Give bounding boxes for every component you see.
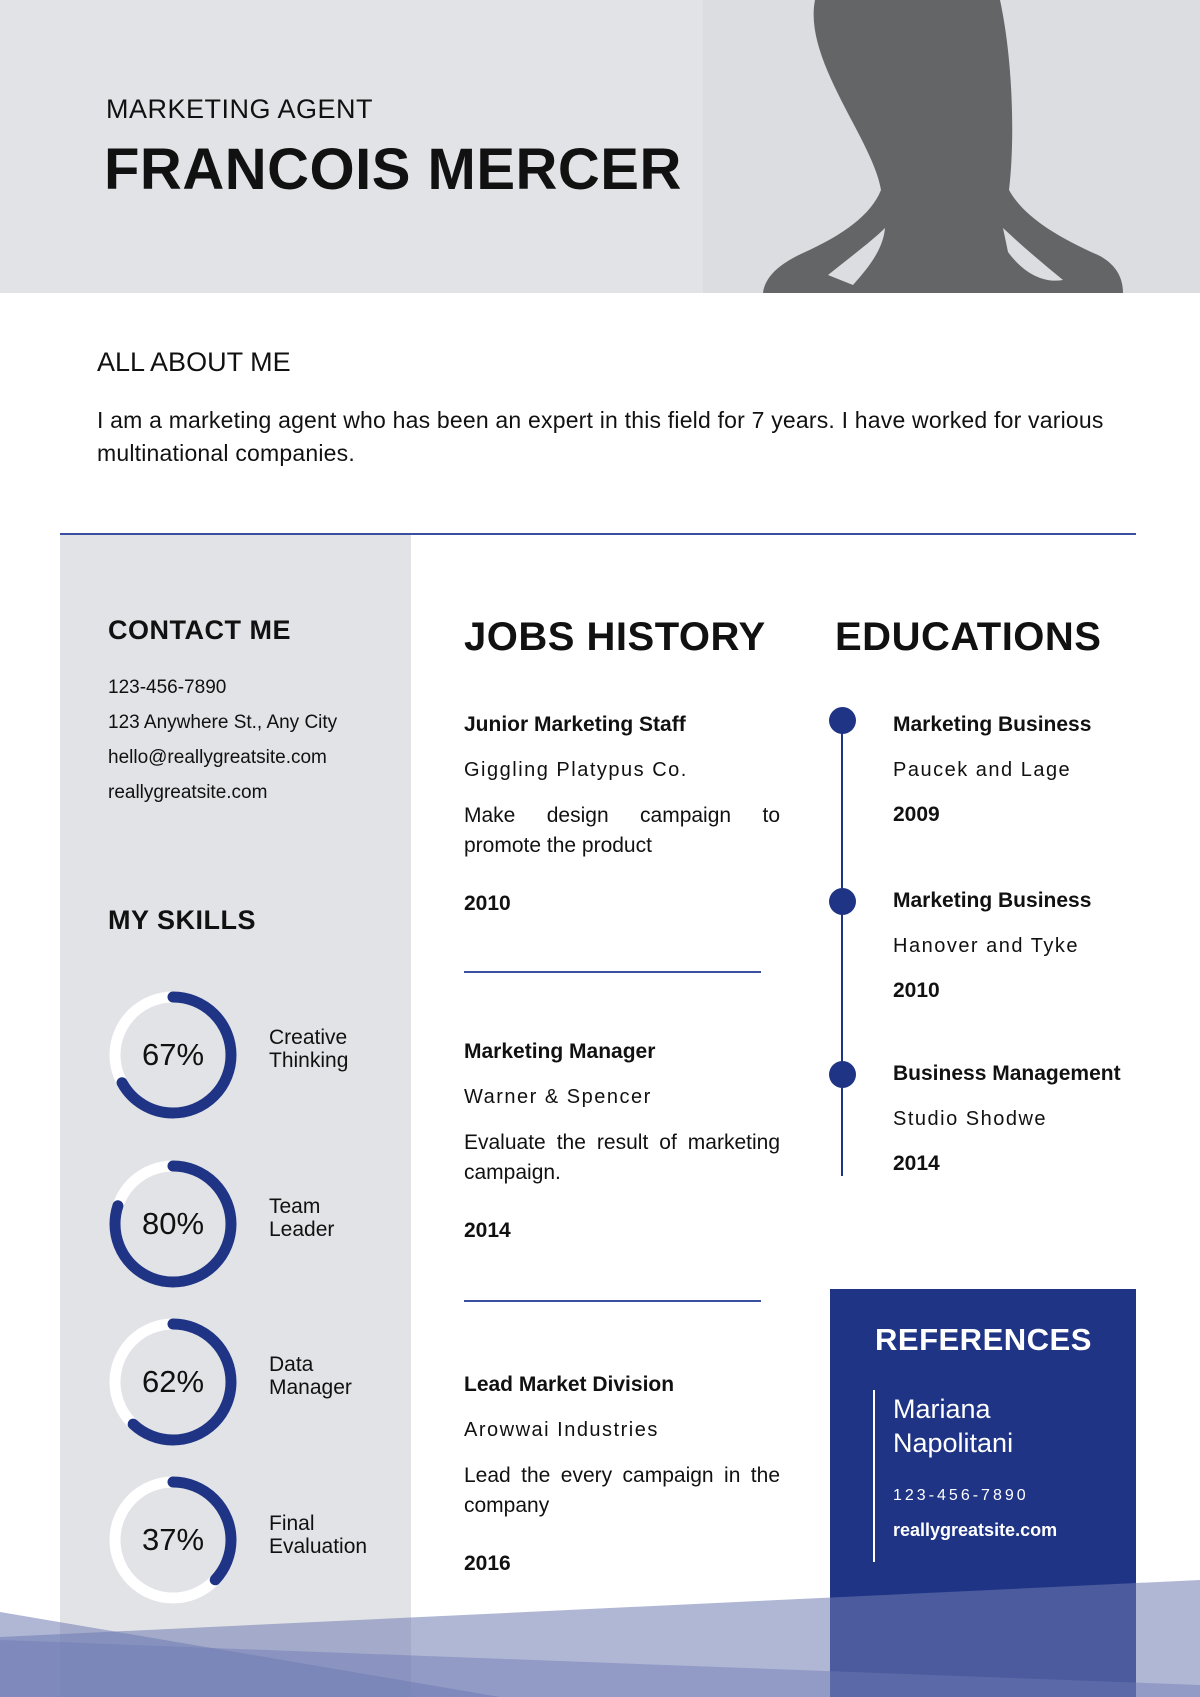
education-school: Paucek and Lage bbox=[893, 759, 1072, 781]
references-heading: REFERENCES bbox=[875, 1322, 1092, 1357]
skill-label: Team Leader bbox=[269, 1195, 335, 1241]
job-separator bbox=[464, 1300, 761, 1302]
skill-label: Data Manager bbox=[269, 1353, 352, 1399]
job-company: Warner & Spencer bbox=[464, 1086, 652, 1108]
skill-ring bbox=[108, 1317, 238, 1447]
education-degree: Marketing Business bbox=[893, 889, 1092, 912]
skill-percent: 67% bbox=[141, 1037, 205, 1072]
contact-heading: CONTACT ME bbox=[108, 615, 291, 645]
contact-website[interactable]: reallygreatsite.com bbox=[108, 782, 268, 803]
bottom-wave-decoration bbox=[0, 1580, 1200, 1697]
job-separator bbox=[464, 971, 761, 973]
education-degree: Marketing Business bbox=[893, 713, 1092, 736]
education-year: 2010 bbox=[893, 979, 940, 1002]
profile-photo bbox=[703, 0, 1200, 293]
job-description: Lead the every campaign in the company bbox=[464, 1464, 780, 1517]
job-role: Lead Market Division bbox=[464, 1373, 675, 1396]
contact-email[interactable]: hello@reallygreatsite.com bbox=[108, 747, 327, 768]
skill-label: Final Evaluation bbox=[269, 1512, 368, 1558]
about-heading: ALL ABOUT ME bbox=[97, 347, 291, 377]
person-silhouette-icon bbox=[703, 0, 1200, 293]
timeline-dot bbox=[829, 1061, 856, 1088]
reference-accent-bar bbox=[873, 1390, 875, 1562]
job-description: Make design campaign to promote the product bbox=[464, 804, 780, 857]
skill-percent: 80% bbox=[141, 1206, 205, 1241]
job-company: Giggling Platypus Co. bbox=[464, 759, 688, 781]
jobs-heading: JOBS HISTORY bbox=[464, 615, 766, 659]
job-role: Marketing Manager bbox=[464, 1040, 656, 1063]
skill-label: Creative Thinking bbox=[269, 1026, 349, 1072]
education-degree: Business Management bbox=[893, 1062, 1121, 1085]
skill-percent: 37% bbox=[141, 1522, 205, 1557]
contact-address: 123 Anywhere St., Any City bbox=[108, 712, 338, 733]
job-title: MARKETING AGENT bbox=[106, 94, 374, 124]
job-role: Junior Marketing Staff bbox=[464, 713, 686, 736]
timeline-line bbox=[841, 720, 843, 1176]
contact-phone: 123-456-7890 bbox=[108, 677, 227, 698]
job-year: 2014 bbox=[464, 1219, 511, 1242]
reference-website[interactable]: reallygreatsite.com bbox=[893, 1520, 1058, 1540]
reference-phone: 123-456-7890 bbox=[893, 1487, 1029, 1504]
education-school: Studio Shodwe bbox=[893, 1108, 1048, 1130]
job-description: Evaluate the result of marketing campaign. bbox=[464, 1131, 780, 1184]
about-text: I am a marketing agent who has been an expert in this field for 7 years. I have worked for various multinational companies. bbox=[97, 407, 1104, 466]
skill-percent: 62% bbox=[141, 1364, 205, 1399]
education-year: 2014 bbox=[893, 1152, 940, 1175]
reference-name: Mariana Napolitani bbox=[893, 1394, 1014, 1458]
timeline-dot bbox=[829, 707, 856, 734]
timeline-dot bbox=[829, 888, 856, 915]
skill-ring bbox=[108, 990, 238, 1120]
job-year: 2016 bbox=[464, 1552, 511, 1575]
skill-ring bbox=[108, 1159, 238, 1289]
job-year: 2010 bbox=[464, 892, 511, 915]
full-name: FRANCOIS MERCER bbox=[104, 137, 682, 202]
job-company: Arowwai Industries bbox=[464, 1419, 659, 1441]
education-year: 2009 bbox=[893, 803, 940, 826]
skills-heading: MY SKILLS bbox=[108, 905, 257, 935]
education-heading: EDUCATIONS bbox=[835, 615, 1102, 659]
education-school: Hanover and Tyke bbox=[893, 935, 1079, 957]
